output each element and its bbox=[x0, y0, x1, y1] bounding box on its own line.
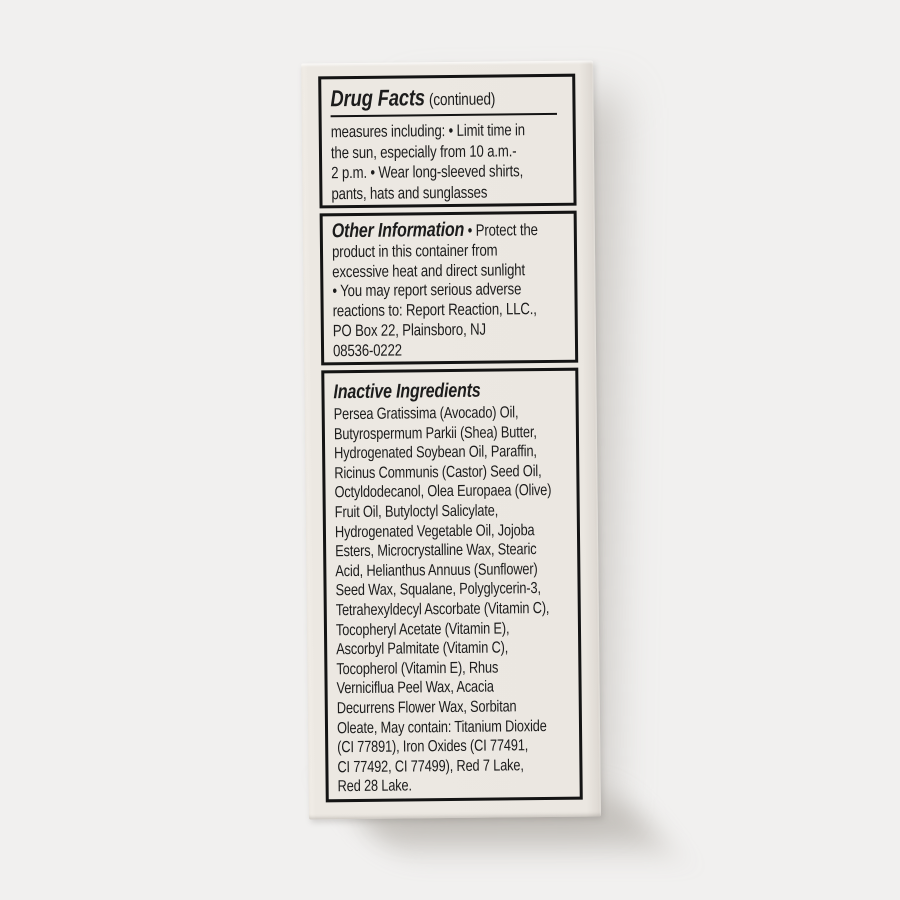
product-box-back-panel bbox=[301, 60, 601, 819]
other-information-heading: Other Information bbox=[331, 218, 465, 243]
header-divider-rule bbox=[331, 113, 557, 117]
other-information-text: • Protect the product in this container from excessive heat and direct sunlight • You may report serious adverse reactions to: Report Reaction, LLC., PO Box 22, Plainsboro, NJ 08536-0222 bbox=[331, 221, 538, 361]
other-information-section bbox=[320, 211, 579, 366]
drug-facts-continued-section bbox=[318, 74, 576, 209]
drug-facts-title: Drug Facts bbox=[330, 84, 426, 112]
sun-protection-measures-text: measures including: • Limit time in the sun, especially from 10 a.m.- 2 p.m. • Wear long-sleeved shirts, pants, hats and sunglasses bbox=[330, 121, 526, 203]
inactive-ingredients-section bbox=[321, 368, 583, 803]
drug-facts-continued-label: (continued) bbox=[428, 89, 496, 110]
inactive-ingredients-list: Persea Gratissima (Avocado) Oil, Butyrospermum Parkii (Shea) Butter, Hydrogenated Soybean Oil, Paraffin, Ricinus Communis (Castor) Seed Oil, Octyldodecanol, Olea Europaea (Olive) Fruit Oil, Butyloctyl Salicylate, Hydrogenated Vegetable Oil, Jojoba Esters, Microcrystalline Wax, Stearic Acid, Helianthus Annuus (Sunflower) Seed Wax, Squalane, Polyglycerin-3, Tetrahexyldecyl Ascorbate (Vitamin C), Tocopheryl Acetate (Vitamin E), Ascorbyl Palmitate (Vitamin C), Tocopherol (Vitamin E), Rhus Verniciflua Peel Wax, Acacia Decurrens Flower Wax, Sorbitan Oleate, May contain: Titanium Dioxide (CI 77891), Iron Oxides (CI 77491, CI 77492, CI 77499), Red 7 Lake, Red 28 Lake. bbox=[333, 404, 552, 796]
drug-facts-header bbox=[330, 83, 563, 111]
inactive-ingredients-heading: Inactive Ingredients bbox=[333, 379, 481, 404]
